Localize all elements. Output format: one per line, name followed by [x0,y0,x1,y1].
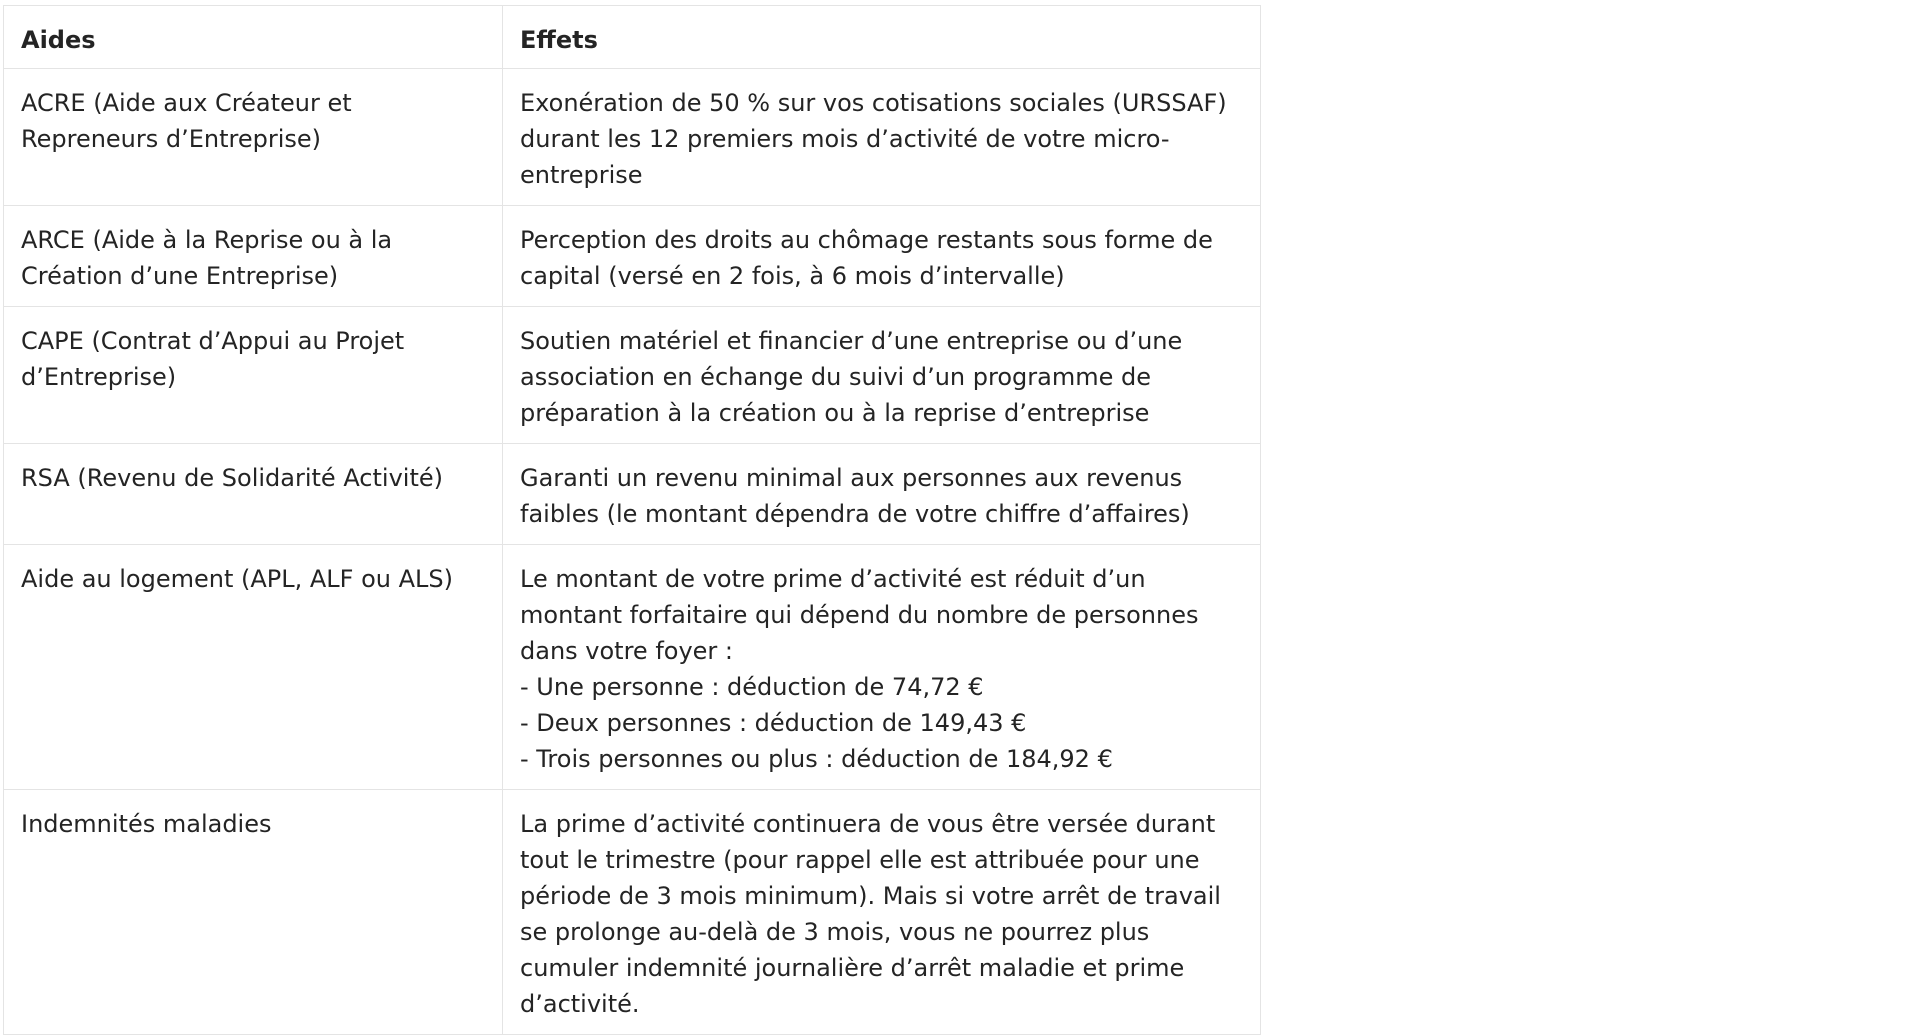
table-row [4,206,1261,307]
effet-list-item: - Trois personnes ou plus : déduction de 184,92 € [520,745,1113,773]
aids-table [3,5,1261,1035]
table-row [4,790,1261,1035]
cell-effet: Soutien matériel et financier d’une entreprise ou d’une association en échange du suivi d’un programme de préparation à la création ou à la reprise d’entreprise [503,307,1261,444]
cell-effet: Exonération de 50 % sur vos cotisations sociales (URSSAF) durant les 12 premiers mois d’activité de votre micro-entreprise [503,69,1261,206]
cell-aide: Aide au logement (APL, ALF ou ALS) [4,545,503,790]
table-header [4,6,1261,69]
cell-aide: ACRE (Aide aux Créateur et Repreneurs d’Entreprise) [4,69,503,206]
cell-effet [503,545,1261,790]
header-row [4,6,1261,69]
cell-effet: Perception des droits au chômage restants sous forme de capital (versé en 2 fois, à 6 mois d’intervalle) [503,206,1261,307]
effet-list-item: - Deux personnes : déduction de 149,43 € [520,709,1027,737]
table-row [4,307,1261,444]
cell-aide: Indemnités maladies [4,790,503,1035]
cell-aide: ARCE (Aide à la Reprise ou à la Création d’une Entreprise) [4,206,503,307]
table-body [4,69,1261,1035]
table-row [4,545,1261,790]
cell-aide: RSA (Revenu de Solidarité Activité) [4,444,503,545]
column-header-aides: Aides [4,6,503,69]
cell-effet: La prime d’activité continuera de vous être versée durant tout le trimestre (pour rappel elle est attribuée pour une période de 3 mois minimum). Mais si votre arrêt de travail se prolonge au-delà de 3 mois, vous ne pourrez plus cumuler indemnité journalière d’arrêt maladie et prime d’activité. [503,790,1261,1035]
table-row [4,444,1261,545]
effet-list-item: - Une personne : déduction de 74,72 € [520,673,984,701]
column-header-effets: Effets [503,6,1261,69]
table-row [4,69,1261,206]
cell-effet: Garanti un revenu minimal aux personnes aux revenus faibles (le montant dépendra de votre chiffre d’affaires) [503,444,1261,545]
cell-aide: CAPE (Contrat d’Appui au Projet d’Entreprise) [4,307,503,444]
effet-intro: Le montant de votre prime d’activité est réduit d’un montant forfaitaire qui dépend du nombre de personnes dans votre foyer : [520,565,1199,665]
